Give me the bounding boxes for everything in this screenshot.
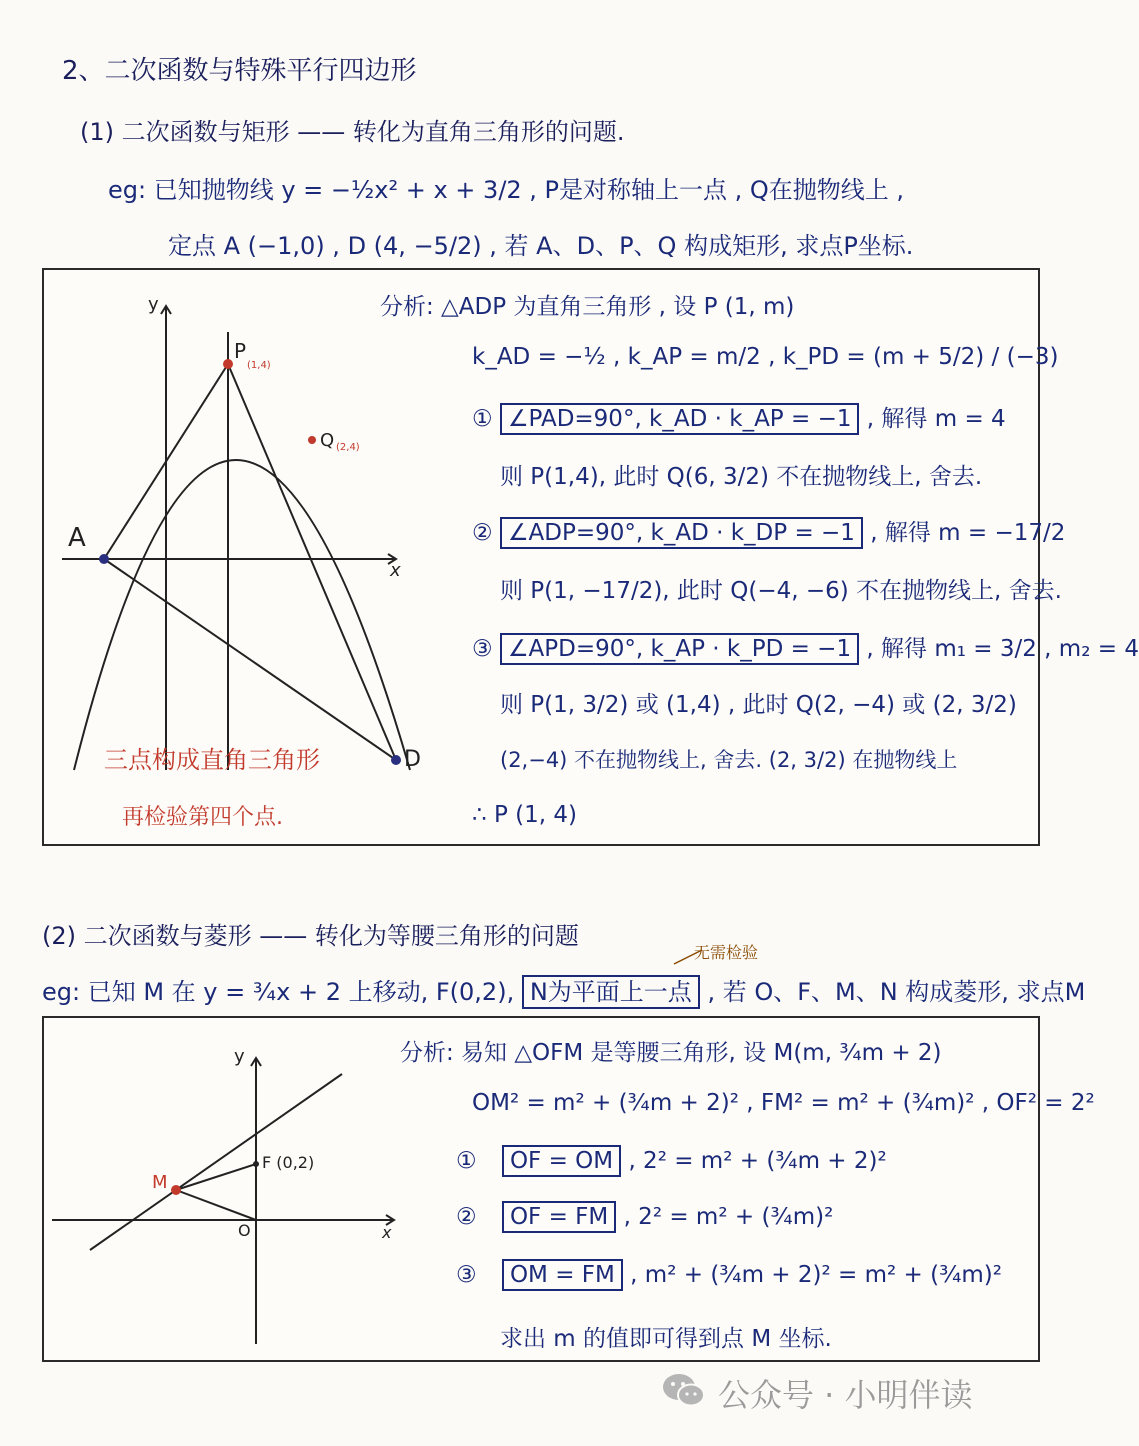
case1-result: , 解得 m = 4 <box>866 406 1006 432</box>
segment-MO <box>176 1190 256 1220</box>
part1-example-line1: eg: 已知抛物线 y = −½x² + x + 3/2 , P是对称轴上一点 , Q在抛物线上 , <box>108 176 905 204</box>
label-P: P <box>234 339 247 363</box>
part2-example-suffix: , 若 O、F、M、N 构成菱形, 求点M <box>707 978 1086 1006</box>
part1-heading: (1) 二次函数与矩形 —— 转化为直角三角形的问题. <box>80 118 625 146</box>
rhombus-case2-row <box>456 1204 833 1230</box>
x-axis-label-2: x <box>382 1223 392 1242</box>
line-figure <box>44 1018 414 1358</box>
section-title: 2、二次函数与特殊平行四边形 <box>62 56 417 86</box>
analysis2-line2: OM² = m² + (¾m + 2)² , FM² = m² + (¾m)² , OF² = 2² <box>472 1090 1095 1116</box>
analysis1-line1: 分析: △ADP 为直角三角形 , 设 P (1, m) <box>380 294 795 320</box>
line-AD <box>104 559 396 760</box>
annotation-arrow-icon <box>668 944 708 968</box>
part2-example-prefix: eg: 已知 M 在 y = ¾x + 2 上移动, F(0,2), <box>42 978 515 1006</box>
case2-condition-box: ∠ADP=90°, k_AD · k_DP = −1 <box>500 517 863 549</box>
final-answer-2: 求出 m 的值即可得到点 M 坐标. <box>500 1326 832 1352</box>
figure1-caption-2: 再检验第四个点. <box>122 805 283 830</box>
label-P-coords: (1,4) <box>247 360 271 371</box>
part2-example <box>42 972 1085 1007</box>
label-A: A <box>68 523 86 553</box>
case3-marker: ③ <box>472 636 493 662</box>
rhombus-case2-marker: ② <box>456 1204 477 1230</box>
rhombus-case3-eq: , m² + (¾m + 2)² = m² + (¾m)² <box>630 1262 1002 1288</box>
rhombus-case1-eq: , 2² = m² + (¾m + 2)² <box>628 1148 887 1174</box>
figure1-caption-1: 三点构成直角三角形 <box>104 746 320 774</box>
point-P <box>223 359 233 369</box>
rhombus-case1-box: OF = OM <box>502 1145 621 1177</box>
case3-line3: (2,−4) 不在抛物线上, 舍去. (2, 3/2) 在抛物线上 <box>500 748 958 772</box>
annotation-no-check: 无需检验 <box>694 943 759 962</box>
case3-line2: 则 P(1, 3/2) 或 (1,4) , 此时 Q(2, −4) 或 (2, 3/2) <box>500 692 1017 718</box>
case1-condition-box: ∠PAD=90°, k_AD · k_AP = −1 <box>500 403 860 435</box>
point-F <box>253 1161 259 1167</box>
case2-result: , 解得 m = −17/2 <box>870 520 1066 546</box>
rhombus-case2-eq: , 2² = m² + (¾m)² <box>623 1204 834 1230</box>
case1-marker: ① <box>472 406 493 432</box>
case3-condition-box: ∠APD=90°, k_AP · k_PD = −1 <box>500 633 859 665</box>
final-answer-1: ∴ P (1, 4) <box>472 802 577 828</box>
rhombus-case1-row <box>456 1148 887 1174</box>
point-Q <box>308 436 316 444</box>
parabola-curve <box>74 460 410 770</box>
rhombus-case3-row <box>456 1262 1002 1288</box>
watermark-text: 公众号 · 小明伴读 <box>718 1376 973 1414</box>
rhombus-case2-box: OF = FM <box>502 1201 616 1233</box>
label-O: O <box>238 1221 251 1240</box>
y-axis-label: y <box>148 294 159 315</box>
part1-panel <box>42 268 1139 846</box>
analysis1-slopes: k_AD = −½ , k_AP = m/2 , k_PD = (m + 5/2) / (−3) <box>472 344 1059 370</box>
rhombus-case3-marker: ③ <box>456 1262 477 1288</box>
label-D: D <box>404 747 421 772</box>
label-Q-coords: (2,4) <box>336 442 360 453</box>
label-F: F (0,2) <box>262 1153 315 1172</box>
case2-conclusion: 则 P(1, −17/2), 此时 Q(−4, −6) 不在抛物线上, 舍去. <box>500 578 1062 604</box>
case1-conclusion: 则 P(1,4), 此时 Q(6, 3/2) 不在抛物线上, 舍去. <box>500 464 983 490</box>
y-axis-label-2: y <box>234 1046 245 1067</box>
part2-panel <box>42 1016 1095 1362</box>
segment-MF <box>176 1164 256 1190</box>
rhombus-case1-marker: ① <box>456 1148 477 1174</box>
label-M: M <box>152 1172 168 1193</box>
line-PD <box>228 364 396 760</box>
case2-marker: ② <box>472 520 493 546</box>
analysis2-line1: 分析: 易知 △OFM 是等腰三角形, 设 M(m, ¾m + 2) <box>400 1040 942 1066</box>
label-Q: Q <box>320 430 335 451</box>
part2-heading: (2) 二次函数与菱形 —— 转化为等腰三角形的问题 <box>42 922 579 950</box>
case1-row <box>472 400 1006 433</box>
point-A <box>99 554 109 564</box>
point-M <box>171 1185 181 1195</box>
part1-example-line2: 定点 A (−1,0) , D (4, −5/2) , 若 A、D、P、Q 构成矩形, 求点P坐标. <box>168 232 914 260</box>
part2-example-boxed: N为平面上一点 <box>522 975 700 1009</box>
case3-result: , 解得 m₁ = 3/2 , m₂ = 4 <box>866 636 1139 662</box>
wechat-icon <box>660 1370 708 1410</box>
case2-row <box>472 514 1065 547</box>
point-D <box>391 755 401 765</box>
case3-row <box>472 630 1139 663</box>
x-axis-label: x <box>390 560 401 581</box>
rhombus-case3-box: OM = FM <box>502 1259 623 1291</box>
